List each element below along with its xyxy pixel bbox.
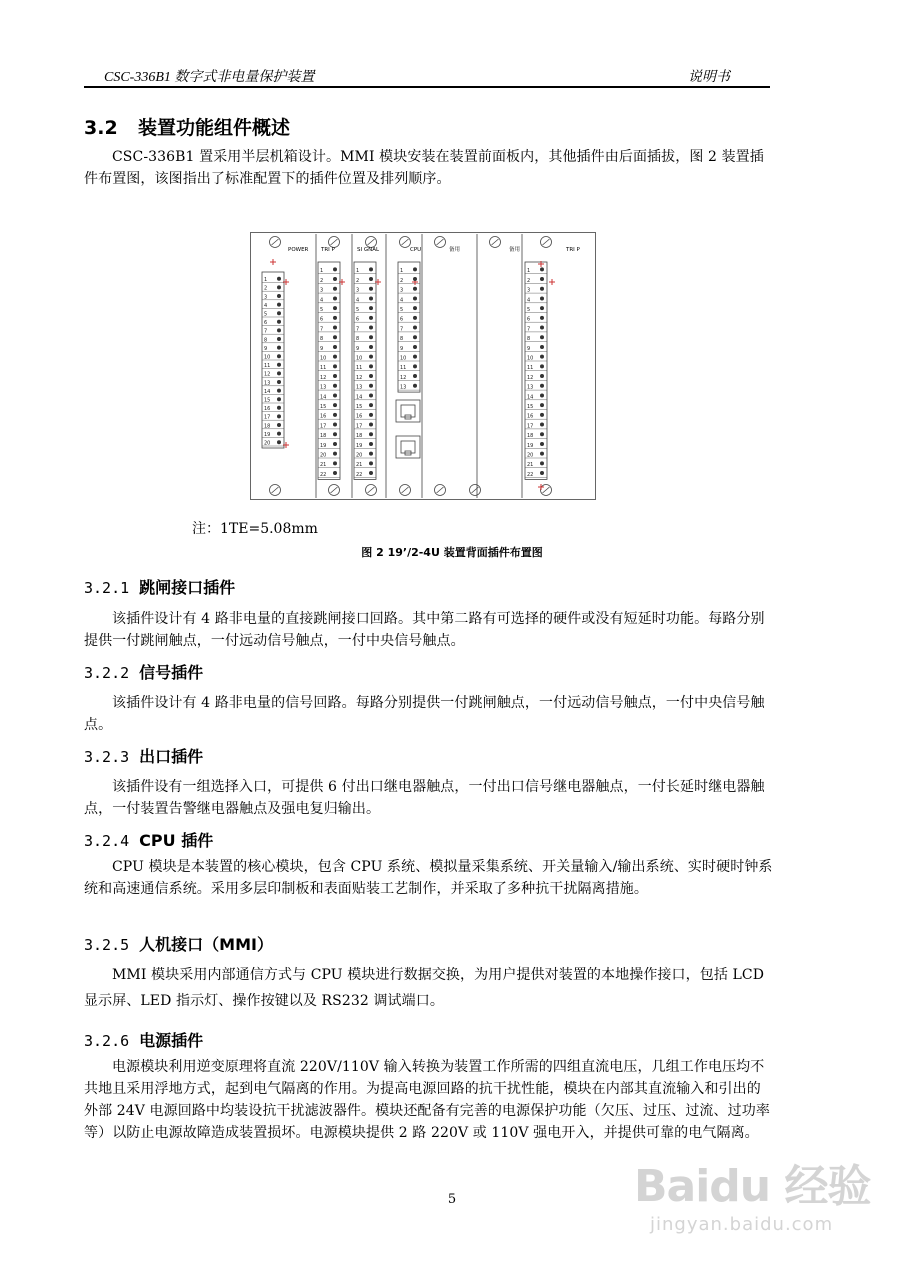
terminal-number: 12 bbox=[356, 374, 363, 381]
terminal-screw bbox=[333, 413, 337, 417]
terminal-screw bbox=[333, 442, 337, 446]
terminal-number: 21 bbox=[320, 462, 327, 469]
terminal-number: 9 bbox=[527, 345, 531, 352]
terminal-number: 16 bbox=[320, 413, 327, 420]
terminal-screw bbox=[540, 355, 544, 359]
terminal-screw bbox=[369, 326, 373, 330]
terminal-screw bbox=[333, 335, 337, 339]
terminal-number: 16 bbox=[356, 413, 363, 420]
terminal-screw bbox=[540, 374, 544, 378]
terminal-number: 3 bbox=[400, 287, 404, 294]
screw-slot bbox=[492, 239, 499, 245]
screw-slot bbox=[331, 487, 338, 493]
subsection-body-3: 该插件设有一组选择入口，可提供 6 付出口继电器触点，一付出口信号继电器触点，一付长延时继电器触点，一付装置告警继电器触点及强电复归输出。 bbox=[84, 779, 765, 817]
terminal-number: 12 bbox=[264, 371, 271, 378]
terminal-screw bbox=[369, 345, 373, 349]
figure-note: 注：1TE=5.08mm bbox=[192, 521, 318, 537]
terminal-screw bbox=[413, 335, 417, 339]
terminal-screw bbox=[333, 326, 337, 330]
terminal-number: 4 bbox=[320, 297, 324, 304]
terminal-screw bbox=[277, 311, 281, 315]
terminal-screw bbox=[369, 374, 373, 378]
terminal-number: 3 bbox=[264, 294, 268, 301]
terminal-screw bbox=[413, 374, 417, 378]
terminal-screw bbox=[277, 440, 281, 444]
header-title: CSC-336B1 数字式非电量保护装置 bbox=[104, 70, 315, 85]
terminal-number: 9 bbox=[356, 345, 360, 352]
screw-slot bbox=[543, 487, 550, 493]
terminal-number: 18 bbox=[264, 423, 271, 430]
terminal-screw bbox=[333, 267, 337, 271]
terminal-screw bbox=[333, 355, 337, 359]
terminal-screw bbox=[369, 277, 373, 281]
subsection-number: 3.2.3 bbox=[84, 748, 130, 766]
terminal-screw bbox=[369, 384, 373, 388]
terminal-number: 5 bbox=[264, 311, 268, 318]
terminal-screw bbox=[540, 267, 544, 271]
terminal-screw bbox=[369, 442, 373, 446]
terminal-screw bbox=[369, 452, 373, 456]
subsection-body-5: MMI 模块采用内部通信方式与 CPU 模块进行数据交换，为用户提供对装置的本地操作接口，包括 LCD 显示屏、LED 指示灯、操作按键以及 RS232 调试端口。 bbox=[84, 967, 765, 1009]
terminal-screw bbox=[540, 471, 544, 475]
terminal-number: 2 bbox=[400, 277, 404, 284]
terminal-number: 8 bbox=[400, 336, 404, 343]
terminal-number: 12 bbox=[527, 374, 534, 381]
figure-caption: 图 2 19’/2-4U 装置背面插件布置图 bbox=[361, 546, 543, 559]
terminal-number: 3 bbox=[320, 287, 324, 294]
terminal-screw bbox=[369, 316, 373, 320]
header-doc-type: 说明书 bbox=[688, 70, 730, 85]
terminal-screw bbox=[333, 277, 337, 281]
subsection-body-2: 该插件设计有 4 路非电量的信号回路。每路分别提供一付跳闸触点，一付远动信号触点，一付中央信号触点。 bbox=[84, 695, 765, 733]
terminal-screw bbox=[369, 287, 373, 291]
terminal-screw bbox=[277, 346, 281, 350]
terminal-screw bbox=[333, 306, 337, 310]
screw-slot bbox=[272, 487, 279, 493]
screw-slot bbox=[402, 239, 409, 245]
subsection-heading-4 bbox=[84, 828, 213, 851]
terminal-screw bbox=[540, 364, 544, 368]
subsection-number: 3.2.4 bbox=[84, 832, 130, 850]
terminal-number: 19 bbox=[264, 431, 271, 438]
subsection-body-4: CPU 模块是本装置的核心模块，包含 CPU 系统、模拟量采集系统、开关量输入/输出系统、实时硬时钟系统和高速通信系统。采用多层印制板和表面贴装工艺制作，并采取了多种抗干扰隔离措施。 bbox=[84, 859, 773, 897]
trip2-label: TRI P bbox=[566, 247, 580, 253]
terminal-number: 5 bbox=[320, 307, 324, 313]
terminal-number: 16 bbox=[264, 406, 271, 413]
screw-slot bbox=[472, 487, 479, 493]
subsection-heading-6 bbox=[84, 1028, 203, 1051]
spare1-label: 备用 bbox=[449, 247, 461, 253]
terminal-screw bbox=[369, 364, 373, 368]
subsection-title: 跳闸接口插件 bbox=[139, 578, 236, 597]
terminal-number: 14 bbox=[356, 394, 363, 401]
terminal-number: 14 bbox=[264, 388, 271, 395]
terminal-number: 11 bbox=[400, 365, 407, 372]
terminal-number: 1 bbox=[264, 277, 268, 284]
terminal-number: 12 bbox=[320, 374, 327, 381]
terminal-number: 4 bbox=[264, 302, 268, 309]
terminal-screw bbox=[277, 432, 281, 436]
terminal-screw bbox=[369, 267, 373, 271]
terminal-number: 2 bbox=[264, 285, 268, 292]
terminal-number: 18 bbox=[320, 433, 327, 440]
terminal-number: 13 bbox=[527, 384, 534, 391]
terminal-screw bbox=[333, 287, 337, 291]
terminal-number: 17 bbox=[264, 414, 271, 421]
terminal-screw bbox=[333, 393, 337, 397]
terminal-number: 9 bbox=[320, 345, 324, 352]
terminal-screw bbox=[277, 320, 281, 324]
terminal-number: 20 bbox=[264, 440, 271, 447]
subsection-number: 3.2.1 bbox=[84, 579, 130, 597]
terminal-number: 5 bbox=[400, 307, 404, 313]
terminal-number: 19 bbox=[527, 442, 534, 449]
terminal-number: 10 bbox=[320, 355, 327, 362]
terminal-screw bbox=[540, 442, 544, 446]
terminal-number: 21 bbox=[356, 462, 363, 469]
terminal-screw bbox=[277, 354, 281, 358]
terminal-screw bbox=[540, 326, 544, 330]
terminal-number: 12 bbox=[400, 374, 407, 381]
terminal-number: 15 bbox=[527, 404, 534, 410]
terminal-screw bbox=[277, 277, 281, 281]
terminal-screw bbox=[333, 345, 337, 349]
terminal-screw bbox=[277, 380, 281, 384]
terminal-screw bbox=[540, 306, 544, 310]
terminal-screw bbox=[540, 345, 544, 349]
terminal-number: 6 bbox=[264, 320, 268, 327]
terminal-screw bbox=[277, 397, 281, 401]
terminal-number: 11 bbox=[264, 363, 271, 370]
subsection-body-1: 该插件设计有 4 路非电量的直接跳闸接口回路。其中第二路有可选择的硬件或没有短延时功能。每路分别提供一付跳闸触点，一付远动信号触点，一付中央信号触点。 bbox=[84, 611, 765, 649]
terminal-screw bbox=[540, 335, 544, 339]
terminal-number: 11 bbox=[356, 365, 363, 372]
terminal-screw bbox=[333, 296, 337, 300]
terminal-number: 8 bbox=[264, 337, 268, 344]
terminal-screw bbox=[413, 296, 417, 300]
terminal-number: 4 bbox=[356, 297, 360, 304]
plugin-layout-figure bbox=[250, 232, 596, 500]
terminal-number: 18 bbox=[527, 433, 534, 440]
terminal-number: 10 bbox=[527, 355, 534, 362]
terminal-number: 19 bbox=[356, 442, 363, 449]
terminal-number: 21 bbox=[527, 462, 534, 469]
terminal-number: 7 bbox=[356, 326, 360, 333]
terminal-screw bbox=[413, 277, 417, 281]
terminal-number: 20 bbox=[527, 452, 534, 459]
subsection-title: CPU 插件 bbox=[139, 831, 214, 850]
terminal-screw bbox=[277, 371, 281, 375]
spare2-label: 备用 bbox=[509, 247, 521, 253]
terminal-screw bbox=[540, 296, 544, 300]
terminal-screw bbox=[540, 316, 544, 320]
terminal-screw bbox=[540, 423, 544, 427]
section-number: 3.2 bbox=[84, 117, 118, 139]
subsection-heading-2 bbox=[84, 660, 203, 683]
terminal-number: 3 bbox=[527, 287, 531, 294]
terminal-number: 2 bbox=[320, 277, 324, 284]
terminal-screw bbox=[413, 287, 417, 291]
terminal-number: 9 bbox=[400, 345, 404, 352]
screw-slot bbox=[331, 239, 338, 245]
terminal-screw bbox=[413, 267, 417, 271]
terminal-screw bbox=[413, 364, 417, 368]
terminal-screw bbox=[369, 296, 373, 300]
signal-label: SI GNAL bbox=[357, 247, 380, 253]
terminal-screw bbox=[277, 303, 281, 307]
terminal-screw bbox=[333, 384, 337, 388]
terminal-number: 14 bbox=[320, 394, 327, 401]
subsection-heading-1 bbox=[84, 575, 235, 598]
watermark-logo: Baidu 经验 bbox=[634, 1161, 871, 1212]
subsection-title: 信号插件 bbox=[139, 663, 204, 682]
terminal-number: 7 bbox=[264, 328, 268, 335]
terminal-screw bbox=[277, 363, 281, 367]
terminal-number: 5 bbox=[527, 307, 531, 313]
terminal-number: 8 bbox=[356, 336, 360, 343]
terminal-screw bbox=[369, 393, 373, 397]
terminal-screw bbox=[413, 345, 417, 349]
watermark bbox=[634, 1150, 874, 1245]
terminal-screw bbox=[540, 277, 544, 281]
power-label: POWER bbox=[288, 247, 309, 253]
terminal-number: 3 bbox=[356, 287, 360, 294]
terminal-number: 7 bbox=[527, 326, 531, 333]
subsection-number: 3.2.2 bbox=[84, 664, 130, 682]
screw-slot bbox=[402, 487, 409, 493]
terminal-number: 16 bbox=[527, 413, 534, 420]
terminal-number: 22 bbox=[527, 471, 534, 478]
terminal-number: 8 bbox=[320, 336, 324, 343]
subsection-title: 电源插件 bbox=[139, 1031, 204, 1050]
terminal-screw bbox=[540, 432, 544, 436]
page-number: 5 bbox=[447, 1192, 457, 1207]
terminal-number: 9 bbox=[264, 345, 268, 352]
terminal-number: 6 bbox=[400, 316, 404, 323]
subsection-heading-3 bbox=[84, 744, 203, 767]
terminal-screw bbox=[369, 471, 373, 475]
subsection-heading-5 bbox=[84, 932, 273, 955]
terminal-number: 13 bbox=[356, 384, 363, 391]
terminal-number: 11 bbox=[527, 365, 534, 372]
watermark-url: jingyan.baidu.com bbox=[650, 1214, 834, 1235]
terminal-screw bbox=[540, 452, 544, 456]
terminal-screw bbox=[277, 414, 281, 418]
terminal-screw bbox=[413, 326, 417, 330]
terminal-screw bbox=[277, 328, 281, 332]
subsection-title: 出口插件 bbox=[139, 747, 204, 766]
terminal-screw bbox=[277, 294, 281, 298]
terminal-screw bbox=[369, 423, 373, 427]
terminal-screw bbox=[277, 406, 281, 410]
terminal-screw bbox=[333, 423, 337, 427]
terminal-screw bbox=[369, 413, 373, 417]
terminal-number: 2 bbox=[356, 277, 360, 284]
terminal-number: 1 bbox=[356, 268, 360, 275]
terminal-number: 6 bbox=[320, 316, 324, 323]
screw-slot bbox=[437, 487, 444, 493]
terminal-number: 17 bbox=[320, 423, 327, 430]
terminal-number: 2 bbox=[527, 277, 531, 284]
terminal-screw bbox=[277, 337, 281, 341]
terminal-number: 20 bbox=[320, 452, 327, 459]
terminal-screw bbox=[333, 471, 337, 475]
terminal-number: 22 bbox=[356, 471, 363, 478]
terminal-number: 1 bbox=[320, 268, 324, 275]
section-intro: CSC-336B1 置采用半层机箱设计。MMI 模块安装在装置前面板内，其他插件由后面插拔，图 2 装置插件布置图，该图指出了标准配置下的插件位置及排列顺序。 bbox=[84, 149, 764, 187]
screw-slot bbox=[437, 239, 444, 245]
screw-slot bbox=[272, 239, 279, 245]
terminal-number: 15 bbox=[264, 397, 271, 404]
terminal-number: 20 bbox=[356, 452, 363, 459]
terminal-number: 17 bbox=[527, 423, 534, 430]
terminal-screw bbox=[369, 403, 373, 407]
terminal-screw bbox=[540, 461, 544, 465]
terminal-number: 13 bbox=[400, 384, 407, 391]
terminal-screw bbox=[413, 384, 417, 388]
section-title: 装置功能组件概述 bbox=[138, 117, 291, 139]
terminal-screw bbox=[540, 393, 544, 397]
terminal-screw bbox=[369, 432, 373, 436]
terminal-number: 17 bbox=[356, 423, 363, 430]
terminal-screw bbox=[369, 355, 373, 359]
terminal-number: 10 bbox=[400, 355, 407, 362]
terminal-number: 18 bbox=[356, 433, 363, 440]
cpu-label: CPU bbox=[410, 247, 422, 253]
terminal-number: 6 bbox=[356, 316, 360, 323]
terminal-number: 4 bbox=[400, 297, 404, 304]
screw-slot bbox=[368, 239, 375, 245]
terminal-number: 6 bbox=[527, 316, 531, 323]
terminal-screw bbox=[540, 287, 544, 291]
terminal-number: 7 bbox=[320, 326, 324, 333]
terminal-number: 19 bbox=[320, 442, 327, 449]
terminal-number: 15 bbox=[356, 404, 363, 410]
terminal-screw bbox=[333, 452, 337, 456]
terminal-number: 5 bbox=[356, 307, 360, 313]
terminal-number: 15 bbox=[320, 404, 327, 410]
terminal-screw bbox=[369, 461, 373, 465]
terminal-number: 13 bbox=[264, 380, 271, 387]
terminal-screw bbox=[413, 355, 417, 359]
subsection-body-6: 电源模块利用逆变原理将直流 220V/110V 输入转换为装置工作所需的四组直流电压，几组工作电压均不共地且采用浮地方式，起到电气隔离的作用。为提高电源回路的抗干扰性能，模块在内部其直流输入和引出的外部 24V 电源回路中均装设抗干扰滤波器件。模块还配备有完善的电源保护功能（欠压、过压、过流、过功率等）以防止电源故障造成装置损坏。电源模块提供 2 路 220V 或 110V 强电开入，并提供可靠的电气隔离。 bbox=[84, 1059, 770, 1141]
terminal-number: 8 bbox=[527, 336, 531, 343]
terminal-number: 10 bbox=[264, 354, 271, 361]
section-heading bbox=[84, 113, 290, 140]
terminal-number: 22 bbox=[320, 471, 327, 478]
terminal-screw bbox=[540, 413, 544, 417]
terminal-screw bbox=[369, 306, 373, 310]
terminal-screw bbox=[277, 285, 281, 289]
terminal-number: 4 bbox=[527, 297, 531, 304]
terminal-screw bbox=[413, 316, 417, 320]
terminal-number: 1 bbox=[527, 268, 531, 275]
terminal-screw bbox=[413, 306, 417, 310]
terminal-number: 10 bbox=[356, 355, 363, 362]
screw-slot bbox=[368, 487, 375, 493]
terminal-screw bbox=[369, 335, 373, 339]
subsection-number: 3.2.6 bbox=[84, 1032, 130, 1050]
terminal-screw bbox=[333, 364, 337, 368]
terminal-number: 1 bbox=[400, 268, 404, 275]
trip1-label: TRI P bbox=[321, 247, 335, 253]
terminal-screw bbox=[540, 403, 544, 407]
terminal-screw bbox=[333, 374, 337, 378]
terminal-screw bbox=[277, 423, 281, 427]
terminal-number: 13 bbox=[320, 384, 327, 391]
subsection-title: 人机接口（MMI） bbox=[139, 935, 273, 954]
terminal-screw bbox=[333, 461, 337, 465]
terminal-screw bbox=[540, 384, 544, 388]
terminal-screw bbox=[333, 432, 337, 436]
terminal-number: 14 bbox=[527, 394, 534, 401]
page-header bbox=[84, 62, 770, 88]
subsection-number: 3.2.5 bbox=[84, 936, 130, 954]
terminal-screw bbox=[333, 316, 337, 320]
terminal-screw bbox=[277, 389, 281, 393]
screw-slot bbox=[543, 239, 550, 245]
terminal-number: 7 bbox=[400, 326, 404, 333]
terminal-screw bbox=[333, 403, 337, 407]
terminal-number: 11 bbox=[320, 365, 327, 372]
